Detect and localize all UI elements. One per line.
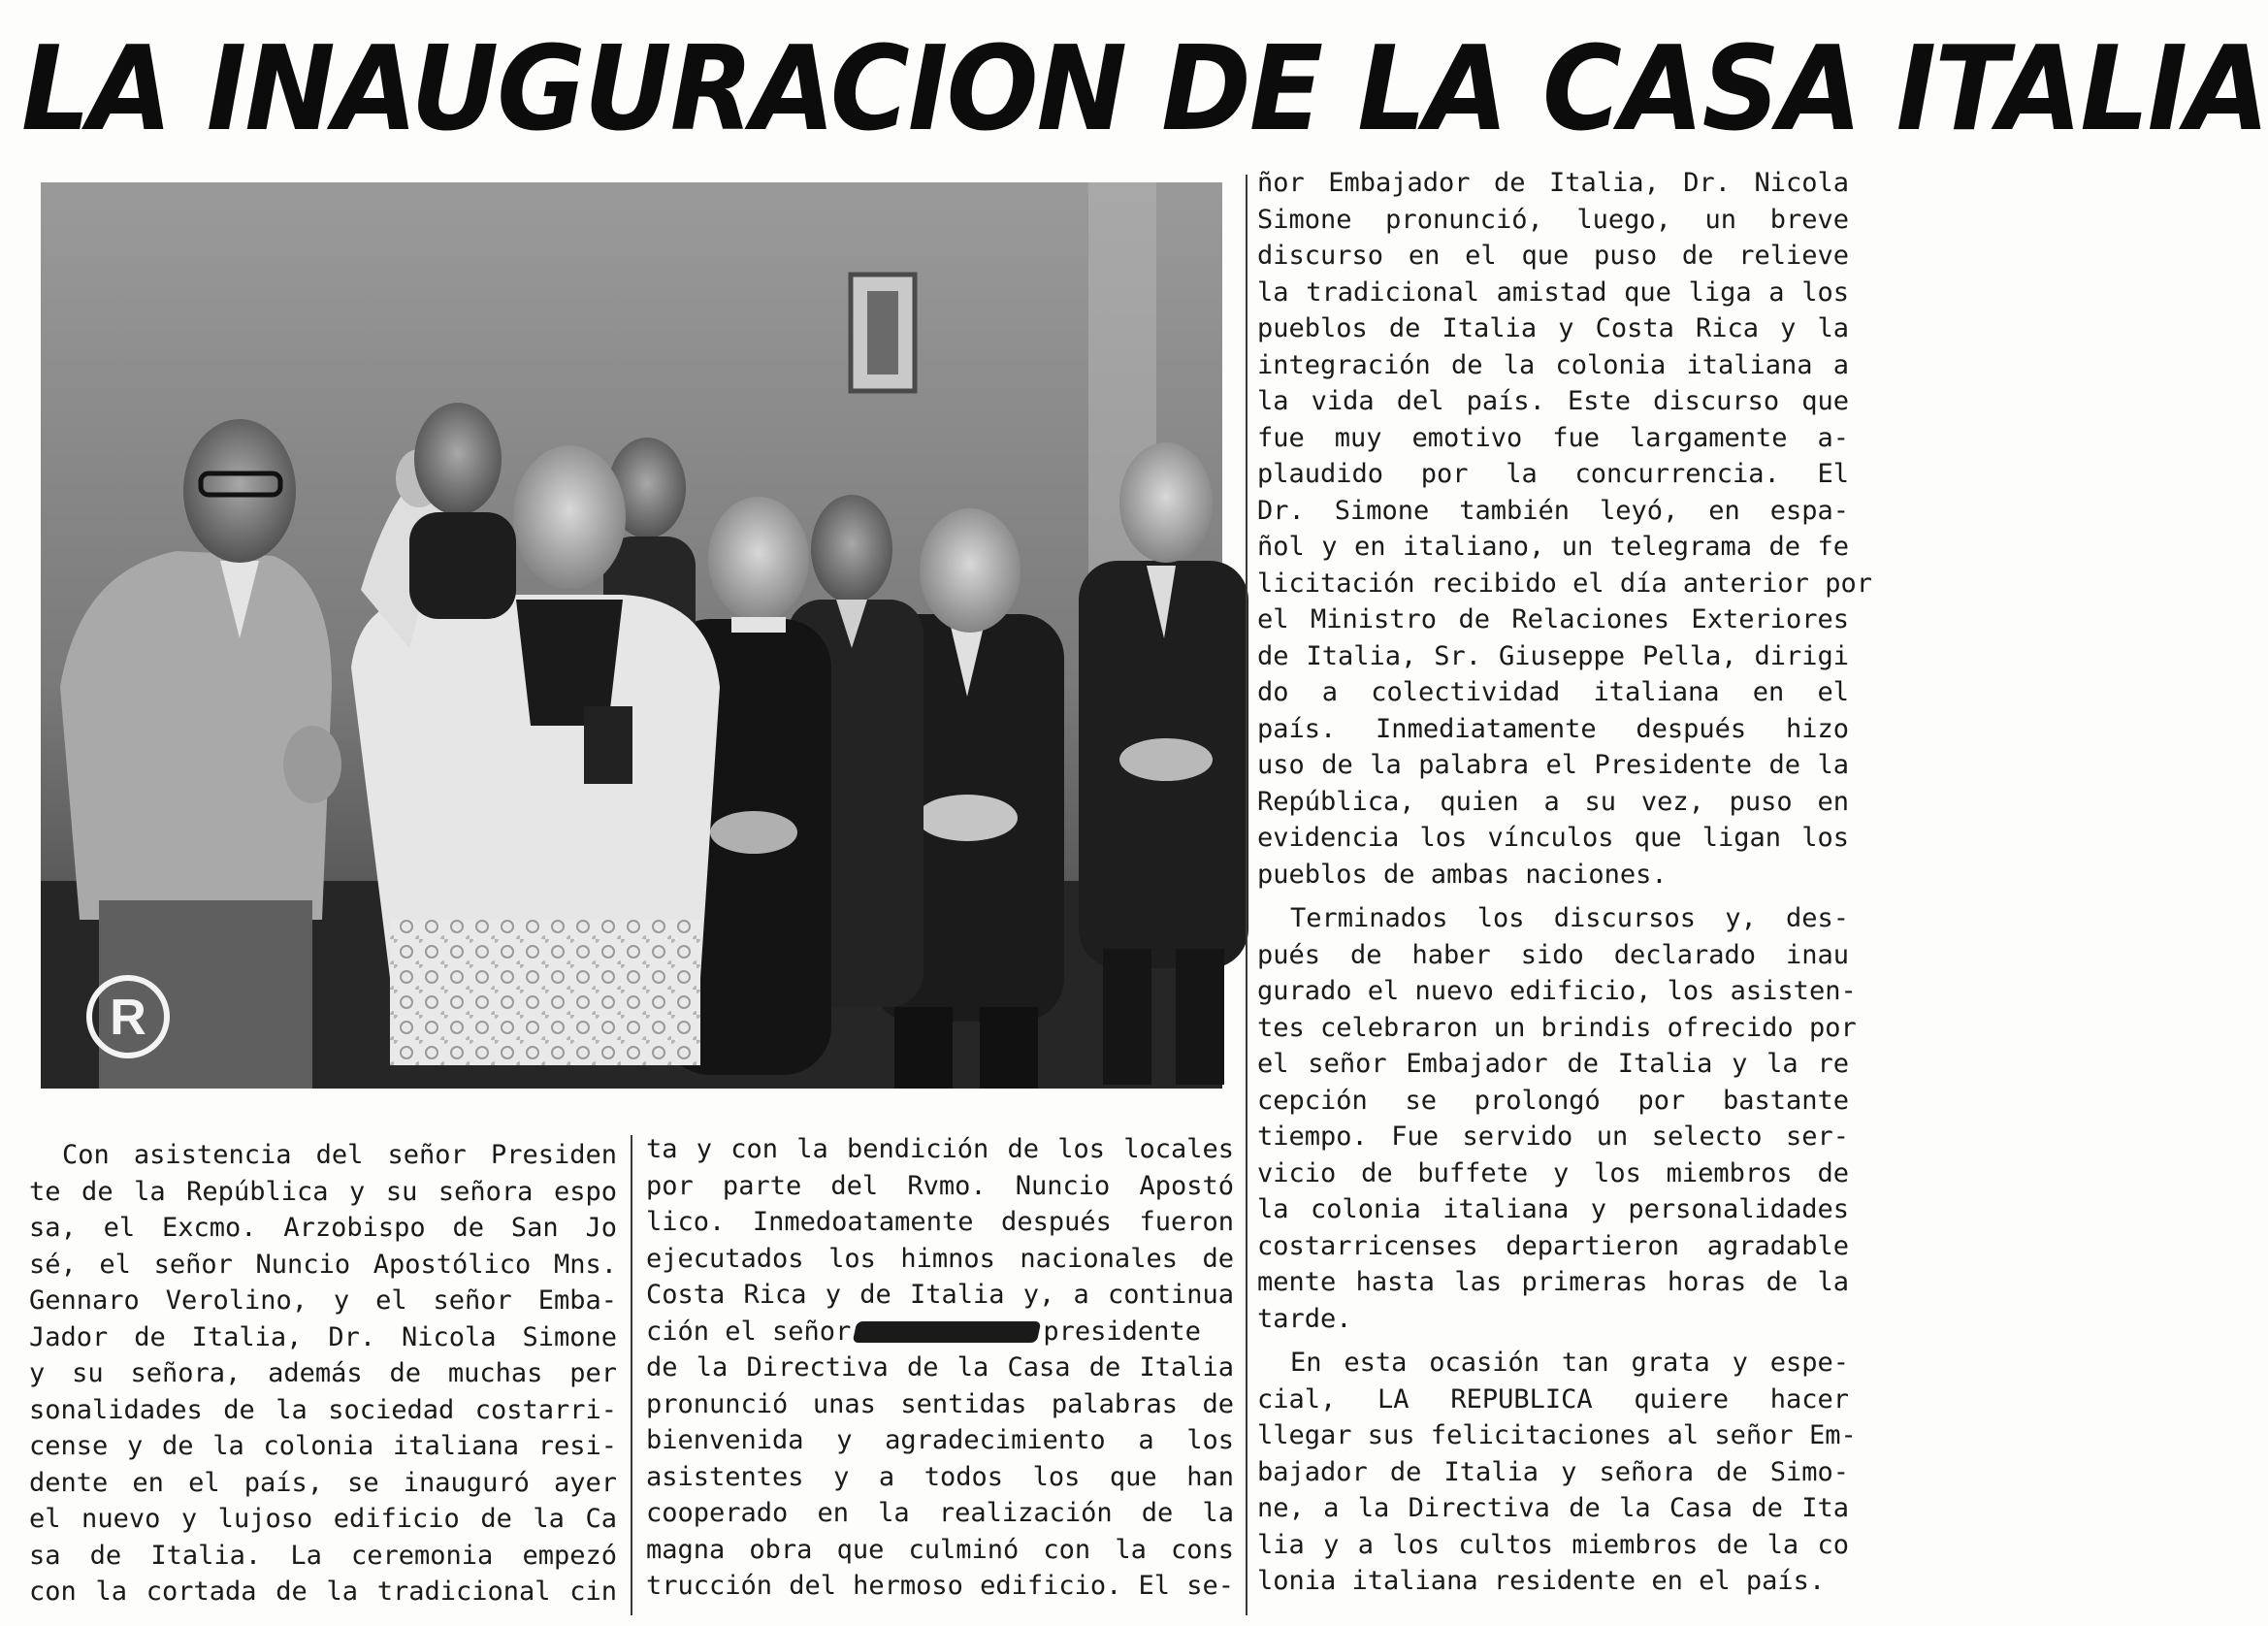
text-line: Dr. Simone también leyó, en espa-	[1257, 495, 1849, 526]
text-line: cepción se prolongó por bastante	[1257, 1085, 1849, 1116]
text-line: Simone pronunció, luego, un breve	[1257, 204, 1849, 235]
text-line: trucción del hermoso edificio. El se-	[646, 1571, 1234, 1601]
paragraph-gap	[1257, 1337, 1849, 1345]
redacted-name-mark	[853, 1321, 1042, 1343]
text-line: el nuevo y lujoso edificio de la Ca	[29, 1504, 617, 1534]
text-line: lonia italiana residente en el país.	[1257, 1566, 1826, 1596]
text-line: por parte del Rvmo. Nuncio Apostó	[646, 1170, 1234, 1201]
text-line: dente en el país, se inauguró ayer	[29, 1467, 617, 1498]
text-line: do a colectividad italiana en el	[1257, 677, 1849, 707]
article-column-left	[29, 1137, 617, 1610]
text-line: lico. Inmedoatamente después fueron	[646, 1207, 1234, 1237]
text-line: fue muy emotivo fue largamente a-	[1257, 422, 1849, 453]
text-line: sé, el señor Nuncio Apostólico Mns.	[29, 1249, 617, 1280]
text-line: Costa Rica y de Italia y, a continua	[646, 1280, 1234, 1310]
text-line: plaudido por la concurrencia. El	[1257, 459, 1849, 489]
column-divider-left	[631, 1135, 632, 1615]
text-line: ta y con la bendición de los locales	[646, 1134, 1234, 1164]
text-line: cial, LA REPUBLICA quiere hacer	[1257, 1383, 1849, 1415]
text-line: cense y de la colonia italiana resi-	[29, 1431, 617, 1461]
paragraph-gap	[1257, 893, 1849, 900]
text-segment: presidente	[1043, 1316, 1201, 1347]
text-line: sa, el Excmo. Arzobispo de San Jo	[29, 1213, 617, 1243]
text-line: pueblos de ambas naciones.	[1257, 859, 1668, 890]
text-line: tes celebraron un brindis ofrecido por	[1257, 1012, 1857, 1043]
text-line: cooperado en la realización de la	[646, 1498, 1234, 1528]
text-line: asistentes y a todos los que han	[646, 1461, 1234, 1492]
ceremony-photo-illustration	[41, 182, 1222, 1089]
article-column-middle	[646, 1131, 1234, 1605]
text-line: con la cortada de la tradicional cin	[29, 1577, 617, 1607]
text-line: la colonia italiana y personalidades	[1257, 1194, 1849, 1224]
text-line: pués de haber sido declarado inau	[1257, 939, 1849, 970]
text-line: de Italia, Sr. Giuseppe Pella, dirigi	[1257, 640, 1849, 671]
text-line: de la Directiva de la Casa de Italia	[646, 1352, 1234, 1382]
text-line: lia y a los cultos miembros de la co	[1257, 1529, 1849, 1560]
text-line: Gennaro Verolino, y el señor Emba-	[29, 1285, 617, 1316]
text-line: Con asistencia del señor Presiden	[62, 1140, 617, 1170]
text-line: la vida del país. Este discurso que	[1257, 386, 1849, 416]
headline: LA INAUGURACION DE LA CASA ITALIA	[21, 22, 2268, 157]
text-line: pueblos de Italia y Costa Rica y la	[1257, 313, 1849, 343]
text-line: integración de la colonia italiana a	[1257, 349, 1849, 380]
text-line: República, quien a su vez, puso en	[1257, 786, 1849, 817]
text-line: gurado el nuevo edificio, los asisten-	[1257, 976, 1857, 1006]
text-line: y su señora, además de muchas per	[29, 1358, 617, 1388]
text-line: vicio de buffete y los miembros de	[1257, 1157, 1849, 1188]
text-line-with-redaction	[646, 1314, 1234, 1350]
text-line: ejecutados los himnos nacionales de	[646, 1243, 1234, 1274]
text-line: pronunció unas sentidas palabras de	[646, 1388, 1234, 1419]
text-line: En esta ocasión tan grata y espe-	[1290, 1348, 1849, 1378]
column-divider-right	[1246, 175, 1247, 1615]
text-line: ne, a la Directiva de la Casa de Ita	[1257, 1493, 1849, 1523]
text-line: sa de Italia. La ceremonia empezó	[29, 1540, 617, 1571]
text-line: discurso en el que puso de relieve	[1257, 241, 1849, 271]
ceremony-photo	[41, 182, 1222, 1089]
text-line: el señor Embajador de Italia y la re	[1257, 1049, 1849, 1079]
text-line: magna obra que culminó con la cons	[646, 1534, 1234, 1565]
text-line: costarricenses departieron agradable	[1257, 1230, 1849, 1261]
text-line: te de la República y su señora espo	[29, 1176, 617, 1207]
text-line: bienvenida y agradecimiento a los	[646, 1425, 1234, 1455]
text-line: la tradicional amistad que liga a los	[1257, 276, 1849, 308]
text-line: uso de la palabra el Presidente de la	[1257, 750, 1849, 780]
text-segment: ción el señor	[646, 1316, 852, 1347]
text-line: sonalidades de la sociedad costarri-	[29, 1394, 617, 1425]
svg-text:R: R	[110, 990, 146, 1046]
text-line: tarde.	[1257, 1303, 1352, 1334]
text-line: bajador de Italia y señora de Simo-	[1257, 1456, 1849, 1487]
text-line: el Ministro de Relaciones Exteriores	[1257, 604, 1849, 634]
text-line: tiempo. Fue servido un selecto ser-	[1257, 1122, 1849, 1152]
text-line: evidencia los vínculos que ligan los	[1257, 823, 1849, 853]
text-line: país. Inmediatamente después hizo	[1257, 713, 1849, 744]
text-line: licitación recibido el día anterior por	[1257, 568, 1872, 599]
text-line: llegar sus felicitaciones al señor Em-	[1257, 1420, 1857, 1450]
text-line: ñor Embajador de Italia, Dr. Nicola	[1257, 168, 1849, 198]
text-line: mente hasta las primeras horas de la	[1257, 1267, 1849, 1297]
text-line: Terminados los discursos y, des-	[1290, 903, 1849, 933]
text-line: ñol y en italiano, un telegrama de fe	[1257, 532, 1849, 562]
article-column-right	[1257, 165, 1872, 1600]
text-line: Jador de Italia, Dr. Nicola Simone	[29, 1321, 617, 1352]
